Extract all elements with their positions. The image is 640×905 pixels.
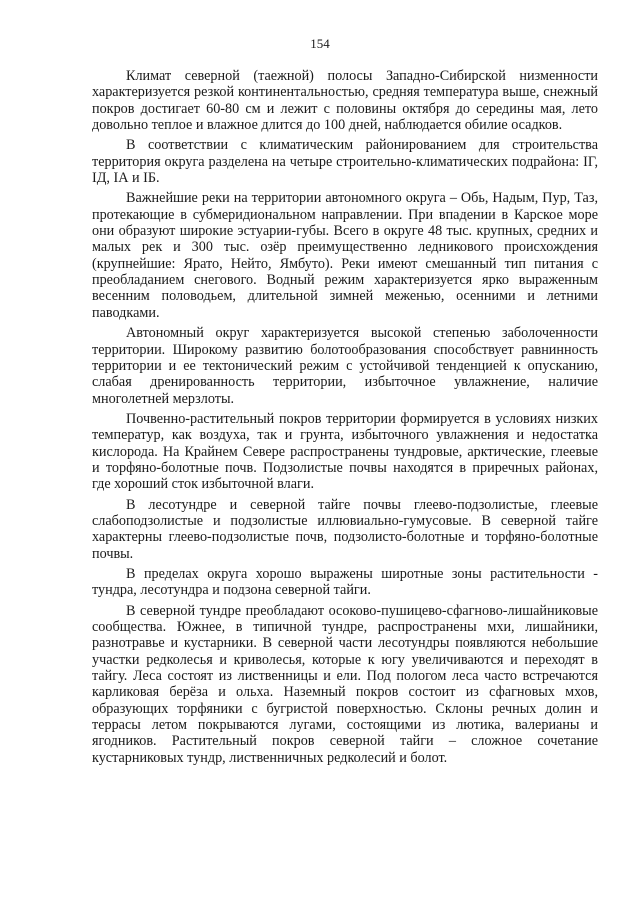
paragraph-vegetation-zones: В пределах округа хорошо выражены широтные зоны растительности - тундра, лесотундра и подзона северной тайги. bbox=[92, 565, 598, 599]
page-number: 154 bbox=[310, 36, 330, 51]
paragraph-taiga-soils: В лесотундре и северной тайге почвы глеево-подзолистые, глеевые слабоподзолистые и подзолистые иллювиально-гумусовые. В северной тайге характерны глеево-подзолистые почв, подзолисто-болотные и торфяно-болотные почвы. bbox=[92, 496, 598, 562]
paragraph-tundra-vegetation: В северной тундре преобладают осоково-пушицево-сфагново-лишайниковые сообщества. Южнее, в типичной тундре, распространены мхи, лишайники, разнотравье и кустарники. В северной части лесотундры появляются небольшие участки редколесья и криволесья, которые к югу увеличиваются и переходят в тайгу. Леса состоят из лиственницы и ели. Под пологом леса часто встречаются карликовая берёза и ольха. Наземный покров состоит из сфагновых мхов, образующих торфяники с бугристой поверхностью. Склоны речных долин и террасы летом покрываются лугами, состоящими из лютика, валерианы и ягодников. Растительный покров северной тайги – сложное сочетание кустарниковых тундр, лиственничных редколесий и болот. bbox=[92, 602, 598, 766]
paragraph-climate: Климат северной (таежной) полосы Западно-Сибирской низменности характеризуется резкой континентальностью, средняя температура выше, снежный покров достигает 60-80 см и лежит с половины октября до середины мая, лето довольно теплое и влажное длится до 100 дней, наблюдается обилие осадков. bbox=[92, 68, 598, 134]
paragraph-wetlands: Автономный округ характеризуется высокой степенью заболоченности территории. Широкому развитию болотообразования способствует равнинность территории и ее тектонический режим с устойчивой тенденцией к опусканию, слабая дренированность территории, избыточное увлажнение, наличие многолетней мерзлоты. bbox=[92, 325, 598, 407]
paragraph-rivers: Важнейшие реки на территории автономного округа – Обь, Надым, Пур, Таз, протекающие в субмеридиональном направлении. При впадении в Карское море они образуют широкие эстуарии-губы. Всего в округе 48 тыс. крупных, средних и малых рек и 300 тыс. озёр преимущественно ледникового происхождения (крупнейшие: Ярато, Нейто, Ямбуто). Реки имеют смешанный тип питания с преобладанием снегового. Водный режим характеризуется ярко выраженным весенним половодьем, длительной зимней меженью, осенними и летними паводками. bbox=[92, 190, 598, 321]
paragraph-climatic-zoning: В соответствии с климатическим районированием для строительства территория округа разделена на четыре строительно-климатических подрайона: IГ, IД, IА и IБ. bbox=[92, 137, 598, 187]
paragraph-soil-cover: Почвенно-растительный покров территории формируется в условиях низких температур, как воздуха, так и грунта, избыточного увлажнения и недостатка кислорода. На Крайнем Севере распространены тундровые, арктические, глеевые и торфяно-болотные почв. Подзолистые почвы находятся в приречных районах, где хороший сток избыточной влаги. bbox=[92, 410, 598, 493]
page-body bbox=[92, 68, 598, 766]
